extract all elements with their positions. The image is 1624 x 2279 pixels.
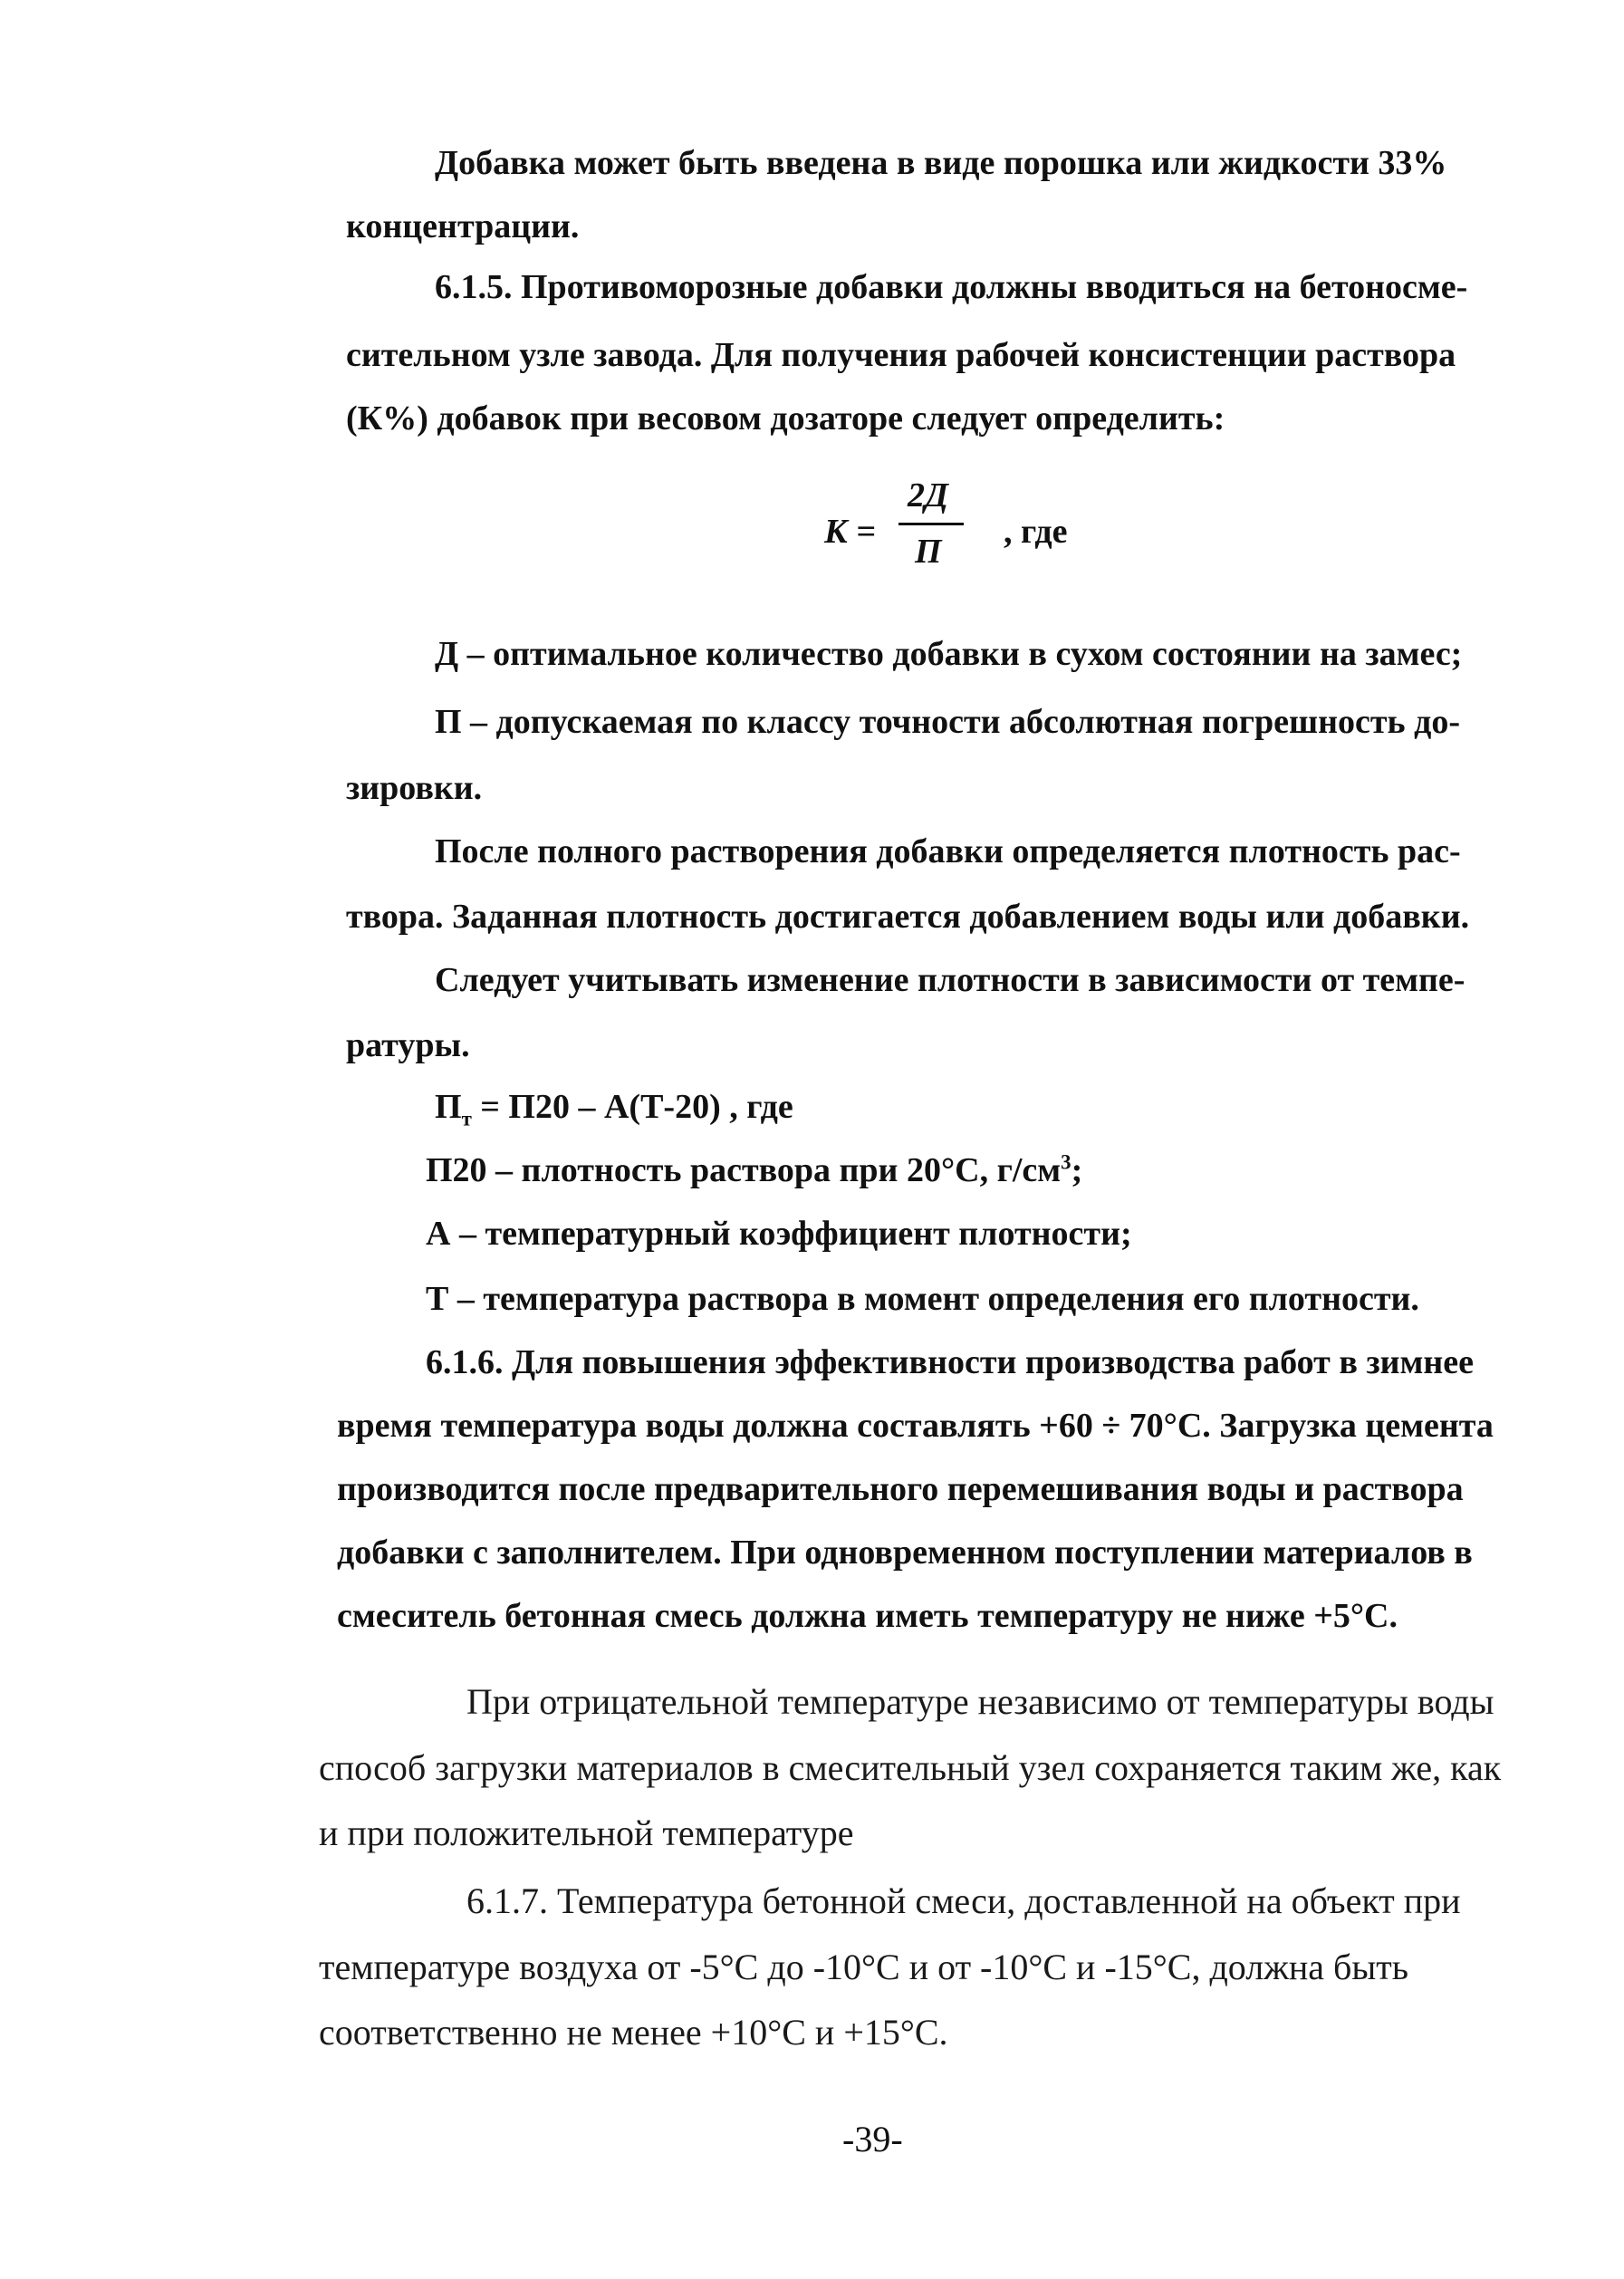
definition-text: ; xyxy=(1071,1151,1083,1189)
paragraph-line: Следует учитывать изменение плотности в зависимости от темпе- xyxy=(435,961,1465,999)
paragraph-line: соответственно не менее +10°С и +15°С. xyxy=(319,2012,948,2053)
paragraph-line: После полного растворения добавки определяется плотность рас- xyxy=(435,832,1461,870)
formula-p: П xyxy=(435,1088,462,1126)
formula-k xyxy=(824,476,1096,584)
formula-numerator: 2Д xyxy=(908,476,948,514)
definition-line: Т – температура раствора в момент определения его плотности. xyxy=(426,1280,1419,1318)
paragraph-line: концентрации. xyxy=(346,207,580,245)
paragraph-line: При отрицательной температуре независимо от температуры воды xyxy=(466,1681,1494,1722)
formula-lhs: К = xyxy=(824,513,876,551)
section-heading-6-1-5: 6.1.5. Противоморозные добавки должны вводиться на бетоносме- xyxy=(435,268,1468,306)
paragraph-line: сительном узле завода. Для получения рабочей консистенции раствора xyxy=(346,336,1456,374)
paragraph-line: и при положительной температуре xyxy=(319,1813,854,1853)
definition-line xyxy=(426,1150,1082,1190)
paragraph-line: производится после предварительного перемешивания воды и раствора xyxy=(337,1470,1464,1508)
formula-rest: = П20 – А(Т-20) , где xyxy=(471,1088,793,1126)
paragraph-line: твора. Заданная плотность достигается добавлением воды или добавки. xyxy=(346,898,1470,936)
formula-p-subscript: т xyxy=(461,1107,472,1130)
paragraph-line: способ загрузки материалов в смесительный узел сохраняется таким же, как xyxy=(319,1747,1502,1788)
fraction-bar xyxy=(898,523,964,525)
section-heading-6-1-6: 6.1.6. Для повышения эффективности производства работ в зимнее xyxy=(426,1343,1475,1381)
definition-line: зировки. xyxy=(346,769,483,807)
section-heading-6-1-7: 6.1.7. Температура бетонной смеси, доставленной на объект при xyxy=(466,1880,1461,1921)
page-number: -39- xyxy=(842,2119,903,2159)
definition-line: Д – оптимальное количество добавки в сухом состоянии на замес; xyxy=(435,635,1463,673)
definition-text: П20 – плотность раствора при 20°С, г/см xyxy=(426,1151,1062,1189)
paragraph-line: добавки с заполнителем. При одновременном поступлении материалов в xyxy=(337,1534,1473,1572)
paragraph-line: время температура воды должна составлять +60 ÷ 70°С. Загрузка цемента xyxy=(337,1407,1494,1445)
definition-line: А – температурный коэффициент плотности; xyxy=(426,1215,1132,1253)
paragraph-line: (К%) добавок при весовом дозаторе следует определить: xyxy=(346,399,1225,438)
paragraph-line: Добавка может быть введена в виде порошка или жидкости 33% xyxy=(435,144,1447,182)
formula-denominator: П xyxy=(915,533,942,571)
paragraph-line: ратуры. xyxy=(346,1026,470,1064)
formula-density xyxy=(435,1087,793,1130)
definition-line: П – допускаемая по классу точности абсолютная погрешность до- xyxy=(435,703,1460,741)
paragraph-line: температуре воздуха от -5°С до -10°С и от -10°С и -15°С, должна быть xyxy=(319,1947,1408,1987)
paragraph-line: смеситель бетонная смесь должна иметь температуру не ниже +5°С. xyxy=(337,1597,1398,1635)
formula-suffix: , где xyxy=(1004,513,1068,551)
superscript: 3 xyxy=(1061,1150,1071,1174)
